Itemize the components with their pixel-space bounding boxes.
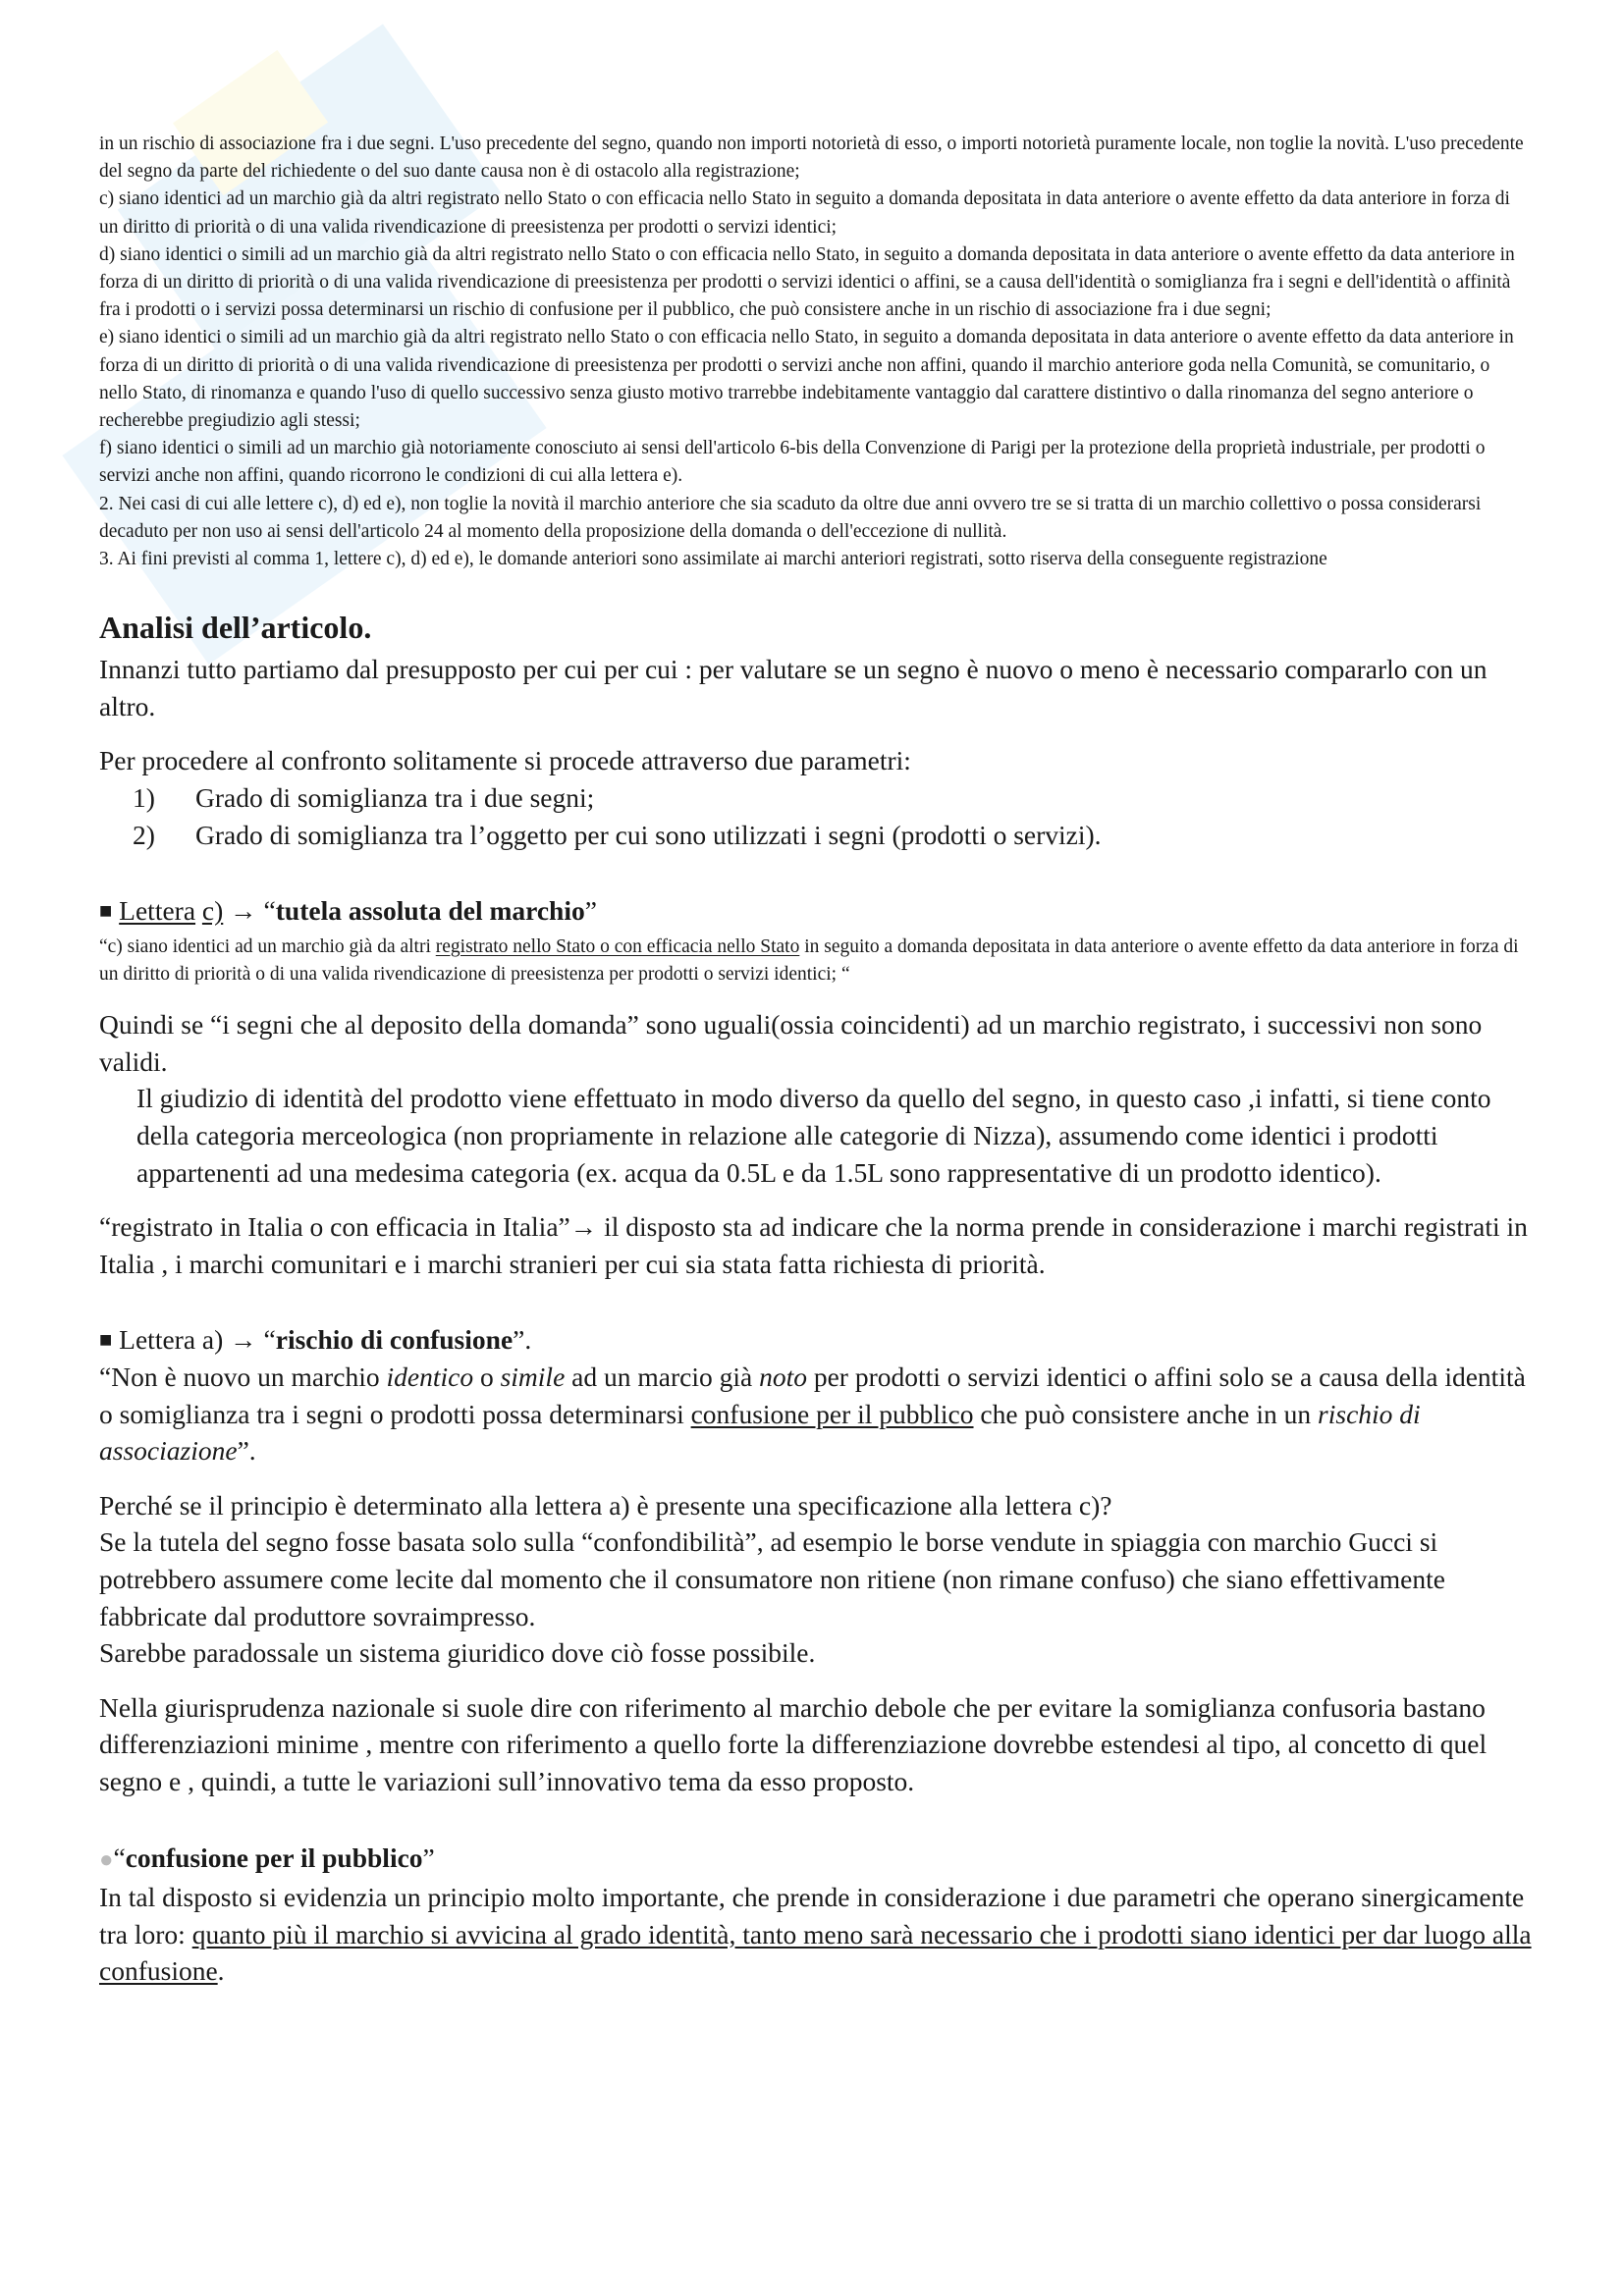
quoted-article	[99, 934, 1533, 988]
list-item	[133, 817, 1533, 854]
legal-paragraph: c) siano identici ad un marchio già da altri registrato nello Stato o con efficacia nello Stato in seguito a domanda depositata in data anteriore o avente effetto da data anteriore in forza di un diritto di priorità o di una valida rivendicazione di preesistenza per prodotti o servizi identici;	[99, 188, 1510, 238]
params-intro: Per procedere al confronto solitamente si procede attraverso due parametri:	[99, 745, 911, 776]
text: o	[473, 1361, 501, 1392]
text: ”.	[237, 1435, 256, 1467]
heading-pre: Lettera a) → “	[119, 1324, 276, 1356]
legal-paragraph: in un rischio di associazione fra i due segni. L'uso precedente del segno, quando non importi notorietà di esso, o importi notorietà puramente locale, non toglie la novità. L'uso precedente del segno da parte del richiedente o del suo dante causa non è di ostacolo alla registrazione;	[99, 133, 1524, 183]
heading-confusione	[99, 1840, 1533, 1880]
indented-paragraph: Il giudizio di identità del prodotto viene effettuato in modo diverso da quello del segno, in questo caso ,i infatti, si tiene conto della categoria merceologica (non propriamente in relazione alle categorie di Nizza), assumendo come identici i prodotti appartenenti ad una medesima categoria (ex. acqua da 0.5L e da 1.5L sono rappresentative di un prodotto identico).	[136, 1083, 1491, 1188]
quote-text: in seguito a domanda depositata in data anteriore o avente effetto da data anteriore in forza di un diritto di priorità o di una valida rivendicazione di preesistenza per prodotti o servizi identici; “	[99, 935, 1519, 986]
heading-close: ”	[422, 1842, 435, 1873]
quote-underlined: registrato nello Stato o con efficacia nello Stato	[435, 935, 800, 957]
quote-text: “c) siano identici ad un marchio già da altri	[99, 935, 436, 957]
legal-paragraph: 2. Nei casi di cui alle lettere c), d) ed e), non toglie la novità il marchio anteriore che sia scaduto da oltre due anni ovvero tre se si tratta di un marchio collettivo o possa considerarsi decaduto per non uso ai sensi dell'articolo 24 al momento della proposizione della domanda o dell'eccezione di nullità.	[99, 493, 1482, 542]
list-text: Grado di somiglianza tra i due segni;	[195, 782, 595, 814]
paragraph: Nella giurisprudenza nazionale si suole dire con riferimento al marchio debole che per evitare la somiglianza confusoria bastano differenziazioni minime , mentre con riferimento a quello forte la differenziazione dovrebbe estendesi al tipo, al concetto di quel segno e , quindi, a tutte le variazioni sull’innovativo tema da esso proposto.	[99, 1691, 1488, 1796]
paragraph: Quindi se “i segni che al deposito della domanda” sono uguali(ossia coincidenti) ad un marchio registrato, i successivi non sono validi.	[99, 1009, 1483, 1077]
heading-title: tutela assoluta del marchio	[275, 895, 585, 927]
italic-text: noto	[759, 1361, 807, 1392]
document-page	[99, 131, 1533, 1990]
section-title: Analisi dell’articolo.	[99, 610, 372, 646]
heading-close: ”.	[513, 1324, 532, 1356]
list-number: 2)	[133, 819, 155, 850]
italic-text: rischio di associazione	[99, 1398, 1421, 1467]
list-item	[133, 779, 1533, 817]
square-bullet-icon: ■	[99, 898, 113, 924]
heading-title: rischio di confusione	[275, 1324, 514, 1356]
list-number: 1)	[133, 782, 155, 814]
square-bullet-icon: ■	[99, 1327, 113, 1353]
text: “Non è nuovo un marchio	[99, 1361, 387, 1392]
list-text: Grado di somiglianza tra l’oggetto per cui sono utilizzati i segni (prodotti o servizi).	[195, 819, 1102, 850]
text: che può consistere anche in un	[973, 1398, 1319, 1429]
paragraph: Se la tutela del segno fosse basata solo sulla “confondibilità”, ad esempio le borse vendute in spiaggia con marchio Gucci si potrebbero assumere come lecite dal momento che il consumatore non ritiene (non rimane confuso) che siano effettivamente fabbricate dal produttore sovraimpresso.	[99, 1526, 1445, 1631]
heading-close: ”	[584, 895, 597, 927]
heading-lettera-a	[99, 1321, 1533, 1359]
paragraph	[99, 1879, 1533, 1990]
italic-text: simile	[500, 1361, 566, 1392]
legal-paragraph: 3. Ai fini previsti al comma 1, lettere c), d) ed e), le domande anteriori sono assimilate ai marchi anteriori registrati, sotto riserva della conseguente registrazione	[99, 549, 1327, 570]
text: .	[217, 1955, 225, 1987]
legal-text-block	[99, 131, 1533, 573]
intro-paragraph: Innanzi tutto partiamo dal presupposto per cui per cui : per valutare se un segno è nuovo o meno è necessario compararlo con un altro.	[99, 654, 1488, 721]
underlined-text: quanto più il marchio si avvicina al grado identità, tanto meno sarà necessario che i prodotti siano identici per dar luogo alla confusione	[99, 1918, 1532, 1987]
params-list	[99, 779, 1533, 853]
italic-text: identico	[386, 1361, 474, 1392]
quoted-definition	[99, 1359, 1533, 1469]
paragraph: “registrato in Italia o con efficacia in Italia”→ il disposto sta ad indicare che la norma prende in considerazione i marchi registrati in Italia , i marchi comunitari e i marchi stranieri per cui sia stata fatta richiesta di priorità.	[99, 1211, 1528, 1279]
underlined-text: confusione per il pubblico	[690, 1398, 974, 1429]
legal-paragraph: d) siano identici o simili ad un marchio già da altri registrato nello Stato o con efficacia nello Stato, in seguito a domanda depositata in data anteriore o avente effetto da data anteriore in forza di un diritto di priorità o di una valida rivendicazione di preesistenza per prodotti o servizi identici o affini, se a causa dell'identità o somiglianza fra i segni e dell'identità o affinità fra i prodotti o i servizi possa determinarsi un rischio di confusione per il pubblico, che può consistere anche in un rischio di associazione fra i due segni;	[99, 243, 1515, 321]
lettera-word: Lettera	[119, 895, 196, 927]
paragraph: Sarebbe paradossale un sistema giuridico dove ciò fosse possibile.	[99, 1637, 816, 1669]
heading-title: confusione per il pubblico	[125, 1842, 423, 1873]
text: ad un marcio già	[565, 1361, 760, 1392]
arrow-open: → “	[223, 895, 276, 927]
text: per prodotti o servizi identici o affini solo se a causa della identità o somiglianza tra i segni o prodotti possa determinarsi	[99, 1361, 1526, 1429]
heading-open: “	[113, 1842, 126, 1873]
legal-paragraph: e) siano identici o simili ad un marchio già da altri registrato nello Stato o con efficacia nello Stato, in seguito a domanda depositata in data anteriore o avente effetto da data anteriore in forza di un diritto di priorità o di una valida rivendicazione di preesistenza per prodotti o servizi anche non affini, quando il marchio anteriore goda nella Comunità, se comunitario, o nello Stato, di rinomanza e quando l'uso di quello successivo senza giusto motivo trarrebbe indebitamente vantaggio dal carattere distintivo o dalla rinomanza del segno anteriore o recherebbe pregiudizio agli stessi;	[99, 327, 1514, 432]
heading-lettera-c	[99, 892, 1533, 930]
text: In tal disposto si evidenzia un principio molto importante, che prende in considerazione i due parametri che operano sinergicamente tra loro:	[99, 1882, 1525, 1949]
paragraph: Perché se il principio è determinato alla lettera a) è presente una specificazione alla lettera c)?	[99, 1489, 1112, 1521]
dot-bullet-icon: ●	[99, 1846, 114, 1873]
lettera-letter: c)	[201, 895, 224, 927]
legal-paragraph: f) siano identici o simili ad un marchio già notoriamente conosciuto ai sensi dell'articolo 6-bis della Convenzione di Parigi per la protezione della proprietà industriale, per prodotti o servizi anche non affini, quando ricorrono le condizioni di cui alla lettera e).	[99, 438, 1486, 487]
